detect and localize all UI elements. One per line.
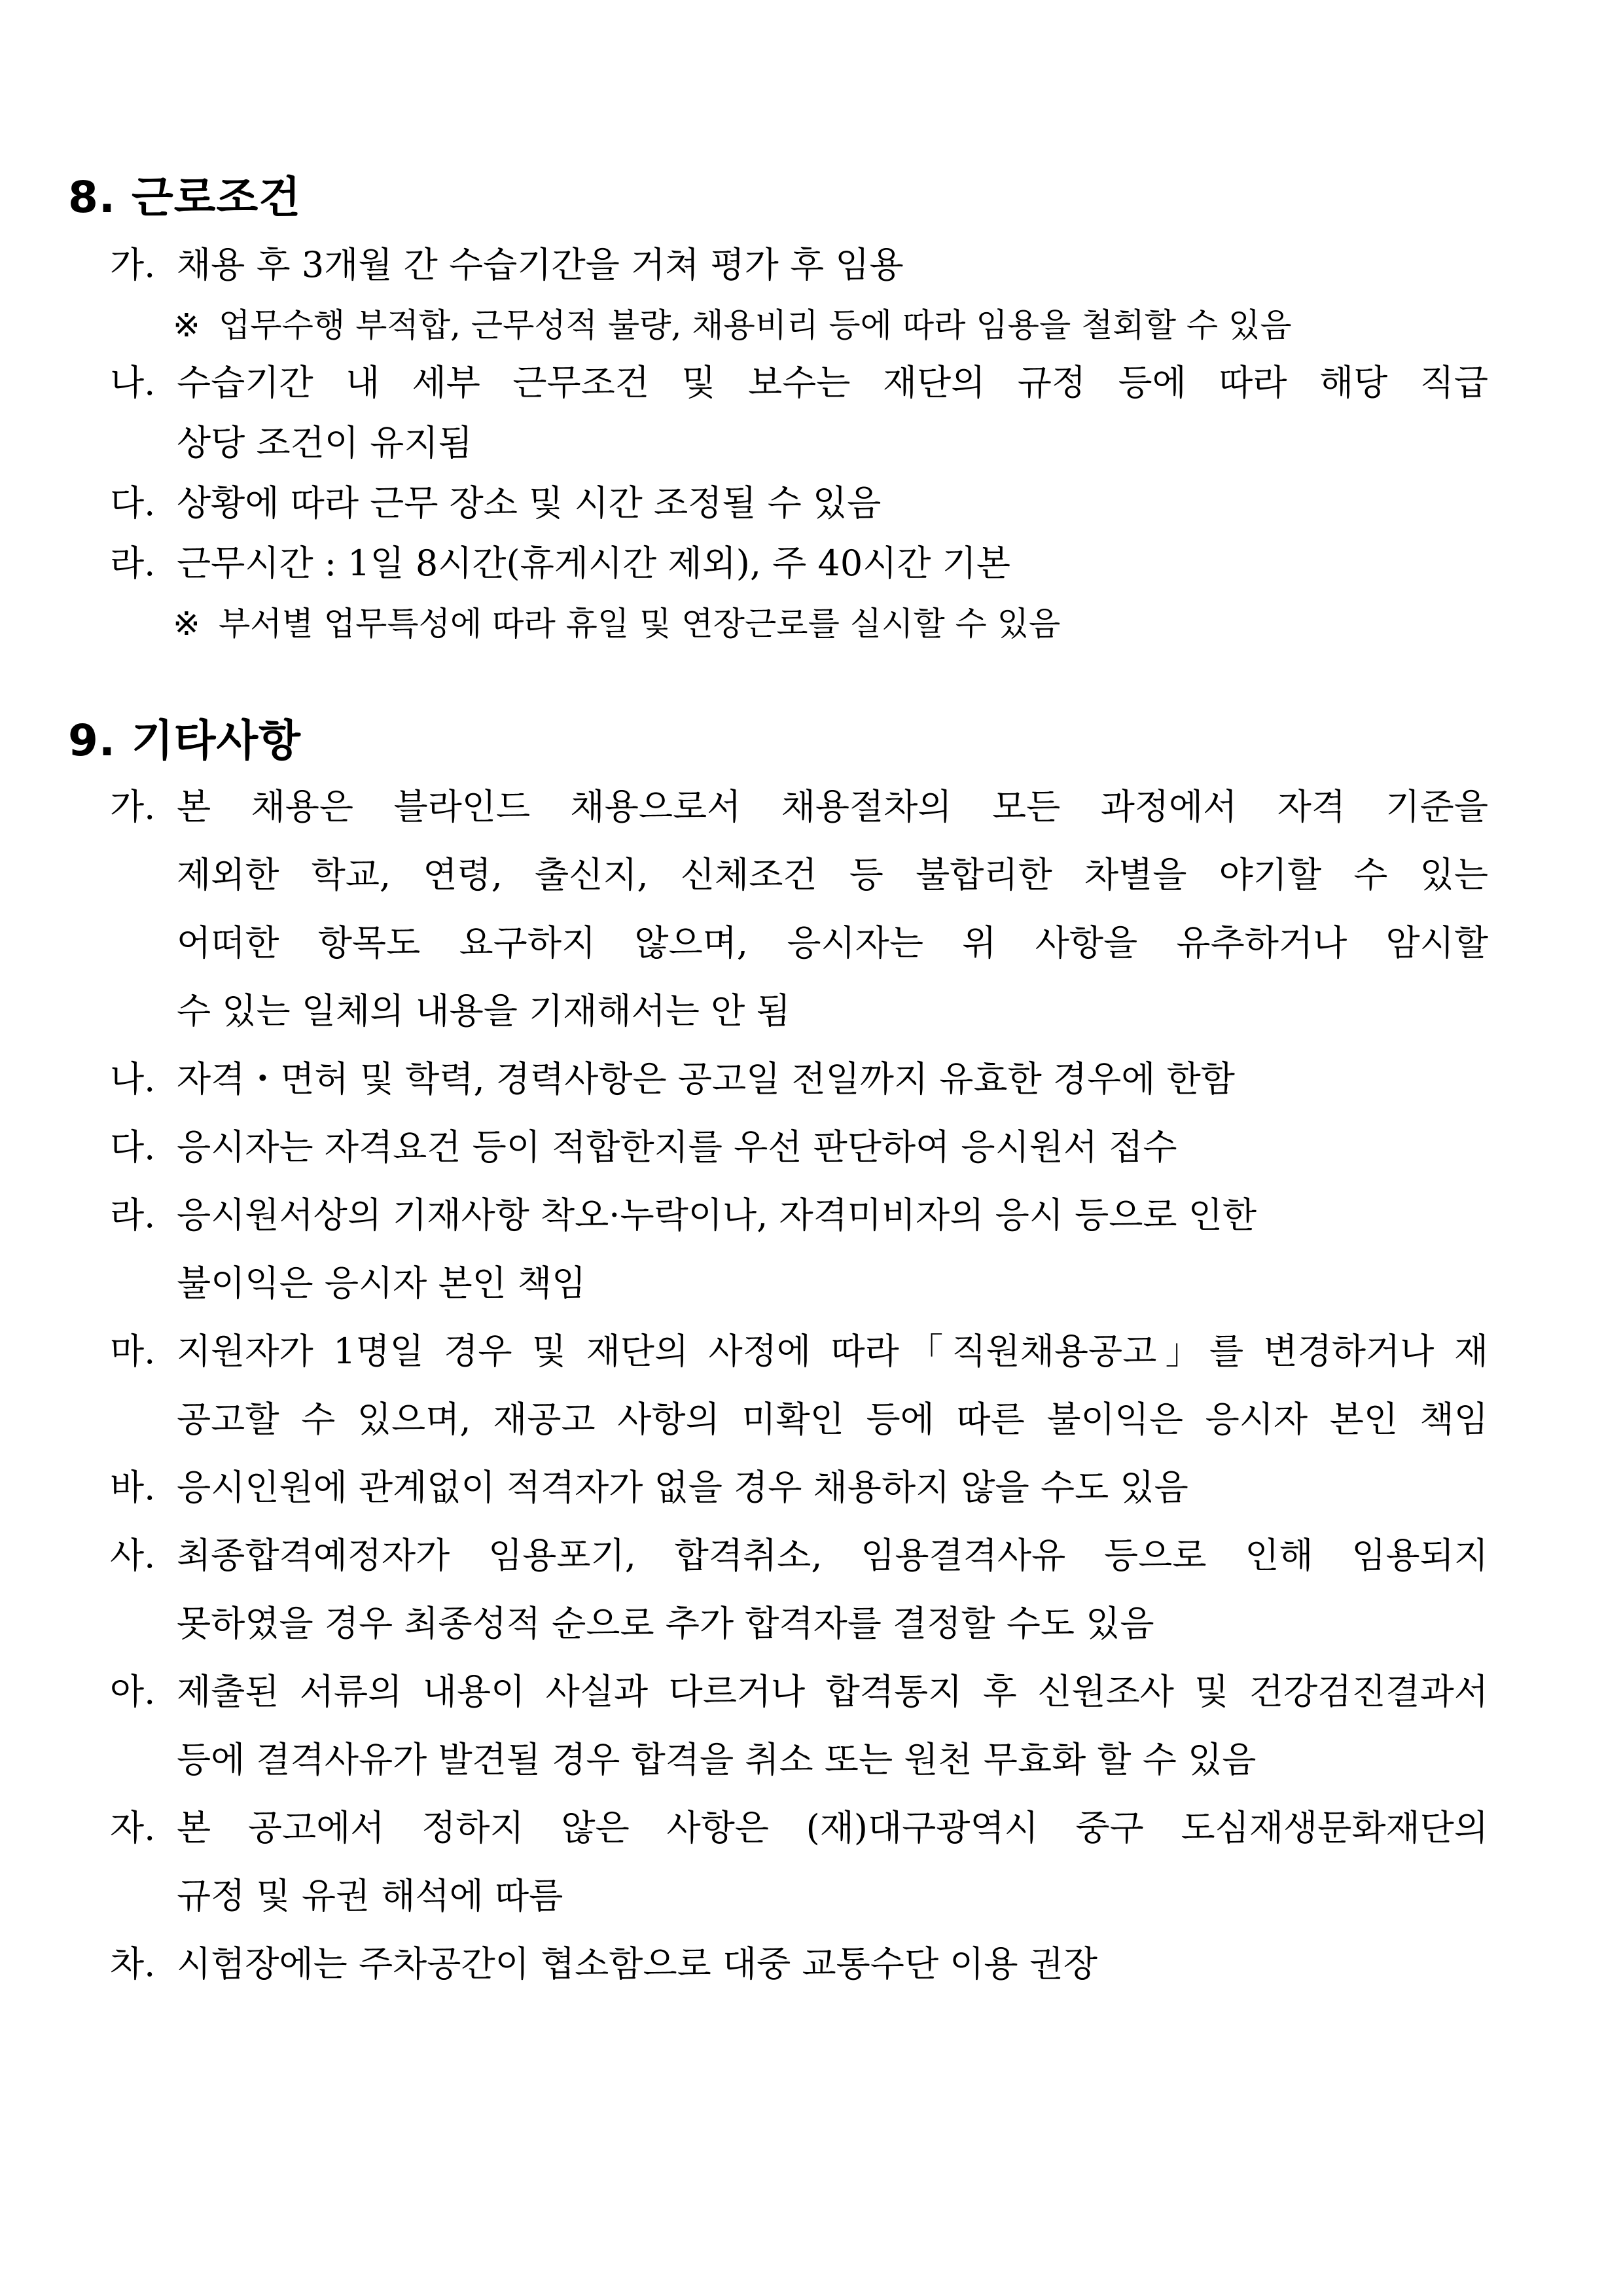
section-8-note-1 [173, 302, 1292, 348]
section-9-heading: 9. 기타사항 [68, 715, 301, 766]
item-marker: 사. [110, 1535, 156, 1576]
item-marker: 다. [110, 482, 156, 524]
item-marker: 나. [110, 1058, 156, 1100]
section-9-item-sa-cont: 못하였을 경우 최종성적 순으로 추가 합격자를 결정할 수도 있음 [177, 1603, 1154, 1644]
section-9-item-ba [110, 1465, 1188, 1511]
item-marker: 차. [110, 1943, 156, 1984]
section-9-item-na [110, 1056, 1235, 1102]
item-text: 지원자가 1명일 경우 및 재단의 사정에 따라「직원채용공고」를 변경하거나 재 [177, 1331, 1488, 1372]
item-text: 채용 후 3개월 간 수습기간을 거쳐 평가 후 임용 [177, 244, 904, 285]
note-mark: ※ [173, 306, 200, 344]
section-8-note-2 [173, 601, 1060, 647]
section-8-item-ga [110, 242, 904, 288]
item-marker: 아. [110, 1671, 156, 1712]
item-marker: 마. [110, 1331, 156, 1372]
section-9-item-ga-cont-3: 수 있는 일체의 내용을 기재해서는 안 됨 [177, 990, 791, 1031]
item-text: 본 채용은 블라인드 채용으로서 채용절차의 모든 과정에서 자격 기준을 [177, 786, 1488, 827]
item-text: 근무시간 : 1일 8시간(휴게시간 제외), 주 40시간 기본 [177, 543, 1011, 584]
section-9-item-sa [110, 1533, 1488, 1579]
section-9-item-a [110, 1669, 1488, 1715]
section-8-item-da [110, 480, 881, 526]
item-text: 응시원서상의 기재사항 착오·누락이나, 자격미비자의 응시 등으로 인한 [177, 1194, 1257, 1236]
item-text: 응시인원에 관계없이 적격자가 없을 경우 채용하지 않을 수도 있음 [177, 1467, 1188, 1508]
section-9-item-ja-cont: 규정 및 유권 해석에 따름 [177, 1875, 563, 1916]
section-8-item-na-cont: 상당 조건이 유지됨 [177, 422, 473, 463]
item-marker: 자. [110, 1807, 156, 1848]
item-text: 자격・면허 및 학력, 경력사항은 공고일 전일까지 유효한 경우에 한함 [177, 1058, 1235, 1100]
note-mark: ※ [173, 605, 200, 643]
section-8-heading: 8. 근로조건 [68, 172, 301, 223]
item-marker: 나. [110, 362, 156, 403]
section-9-item-ma [110, 1329, 1488, 1374]
section-9-item-da [110, 1124, 1177, 1170]
item-marker: 가. [110, 244, 156, 285]
item-marker: 바. [110, 1467, 156, 1508]
item-text: 본 공고에서 정하지 않은 사항은 (재)대구광역시 중구 도심재생문화재단의 [177, 1807, 1488, 1848]
item-text: 제출된 서류의 내용이 사실과 다르거나 합격통지 후 신원조사 및 건강검진결과서 [177, 1671, 1488, 1712]
section-9-item-ra [110, 1193, 1257, 1238]
section-9-item-ma-cont: 공고할 수 있으며, 재공고 사항의 미확인 등에 따른 불이익은 응시자 본인 책임 [177, 1399, 1488, 1440]
section-9-item-ga [110, 784, 1488, 830]
item-text: 최종합격예정자가 임용포기, 합격취소, 임용결격사유 등으로 인해 임용되지 [177, 1535, 1488, 1576]
item-marker: 가. [110, 786, 156, 827]
item-text: 상황에 따라 근무 장소 및 시간 조정될 수 있음 [177, 482, 882, 524]
item-text: 수습기간 내 세부 근무조건 및 보수는 재단의 규정 등에 따라 해당 직급 [177, 362, 1488, 403]
item-marker: 라. [110, 543, 156, 584]
item-marker: 다. [110, 1126, 156, 1168]
section-9-item-ra-cont: 불이익은 응시자 본인 책임 [177, 1263, 586, 1304]
section-9-item-ga-cont-1: 제외한 학교, 연령, 출신지, 신체조건 등 불합리한 차별을 야기할 수 있는 [177, 854, 1488, 895]
section-9-item-ja [110, 1805, 1488, 1851]
note-text: 부서별 업무특성에 따라 휴일 및 연장근로를 실시할 수 있음 [219, 605, 1061, 643]
item-text: 응시자는 자격요건 등이 적합한지를 우선 판단하여 응시원서 접수 [177, 1126, 1177, 1168]
item-marker: 라. [110, 1194, 156, 1236]
section-9-item-cha [110, 1941, 1097, 1987]
item-text: 시험장에는 주차공간이 협소함으로 대중 교통수단 이용 권장 [177, 1943, 1098, 1984]
note-text: 업무수행 부적합, 근무성적 불량, 채용비리 등에 따라 임용을 철회할 수 있음 [219, 306, 1292, 344]
section-8-item-na [110, 360, 1488, 406]
section-9-item-ga-cont-2: 어떠한 항목도 요구하지 않으며, 응시자는 위 사항을 유추하거나 암시할 [177, 922, 1488, 963]
section-8-item-ra [110, 541, 1010, 586]
section-9-item-a-cont: 등에 결격사유가 발견될 경우 합격을 취소 또는 원천 무효화 할 수 있음 [177, 1739, 1257, 1780]
